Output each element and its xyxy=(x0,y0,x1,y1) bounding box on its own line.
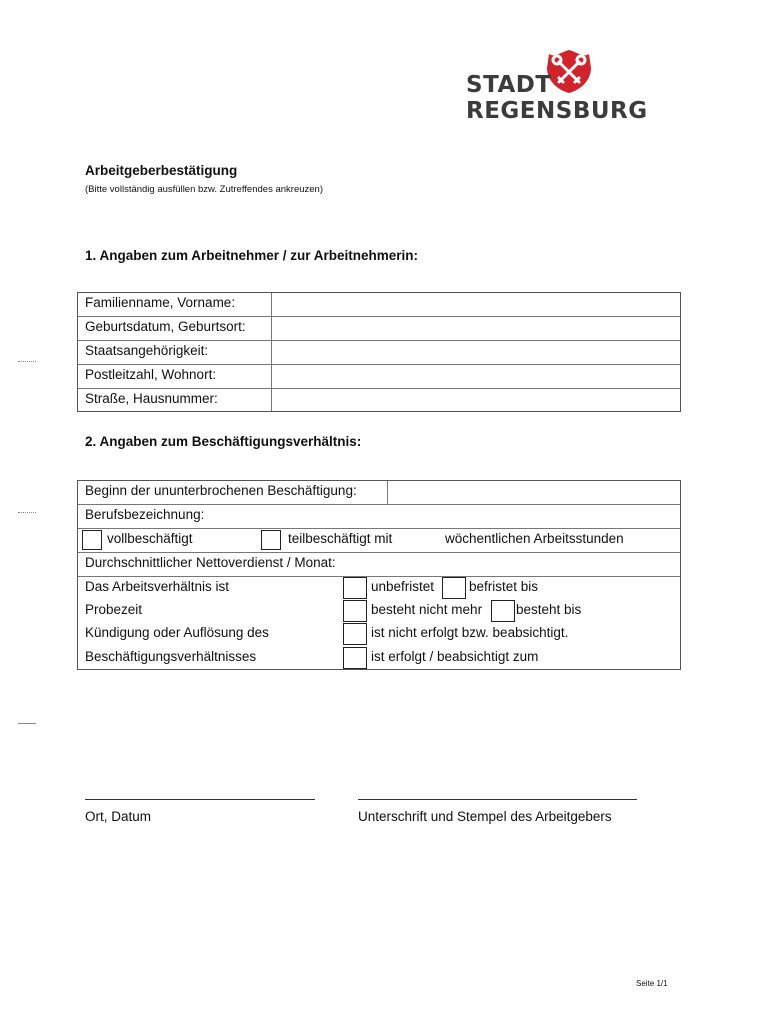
birth-field[interactable] xyxy=(273,317,679,340)
label-unterschrift: Unterschrift und Stempel des Arbeitgebers xyxy=(358,809,612,824)
label-probezeit: Probezeit xyxy=(85,602,143,617)
ort-datum-line[interactable] xyxy=(85,799,315,800)
probezeit-date-field[interactable] xyxy=(588,600,678,622)
netto-field[interactable] xyxy=(363,553,679,576)
margin-mark xyxy=(18,512,36,513)
kuendigung-nicht-erfolgt-checkbox[interactable] xyxy=(343,623,367,645)
page-subtitle: (Bitte vollständig ausfüllen bzw. Zutreffendes ankreuzen) xyxy=(85,184,323,195)
befristet-date-field[interactable] xyxy=(548,577,678,599)
label-besteht-nicht-mehr: besteht nicht mehr xyxy=(371,602,483,617)
label-nicht-erfolgt: ist nicht erfolgt bzw. beabsichtigt. xyxy=(371,625,569,640)
label-verhaeltnis: Das Arbeitsverhältnis ist xyxy=(85,579,230,594)
label-netto: Durchschnittlicher Nettoverdienst / Monat: xyxy=(85,555,336,570)
label-city: Postleitzahl, Wohnort: xyxy=(85,367,217,382)
margin-mark xyxy=(18,723,36,724)
label-nationality: Staatsangehörigkeit: xyxy=(85,343,209,358)
margin-mark xyxy=(18,361,36,362)
wochenstunden-field[interactable] xyxy=(403,529,443,551)
unbefristet-checkbox[interactable] xyxy=(343,577,367,599)
teilbeschaeftigt-checkbox[interactable] xyxy=(261,530,281,550)
crossed-keys-icon xyxy=(545,48,593,94)
vollbeschaeftigt-checkbox[interactable] xyxy=(82,530,102,550)
label-erfolgt: ist erfolgt / beabsichtigt zum xyxy=(371,649,539,664)
page-title: Arbeitgeberbestätigung xyxy=(85,163,238,178)
employment-table xyxy=(77,480,681,670)
city-field[interactable] xyxy=(273,365,679,388)
kuendigung-erfolgt-checkbox[interactable] xyxy=(343,647,367,669)
label-birth: Geburtsdatum, Geburtsort: xyxy=(85,319,246,334)
employee-table xyxy=(77,292,681,412)
label-beruf: Berufsbezeichnung: xyxy=(85,507,205,522)
label-besteht-bis: besteht bis xyxy=(516,602,582,617)
probezeit-besteht-bis-checkbox[interactable] xyxy=(491,600,515,622)
beruf-field[interactable] xyxy=(218,505,679,528)
logo-line2: REGENSBURG xyxy=(466,98,648,124)
label-befristet: befristet bis xyxy=(469,579,539,594)
kuendigung-date-field[interactable] xyxy=(553,647,678,669)
label-teilbeschaeftigt: teilbeschäftigt mit xyxy=(288,531,393,546)
beginn-field[interactable] xyxy=(389,481,679,504)
page-number: Seite 1/1 xyxy=(636,979,668,988)
name-field[interactable] xyxy=(273,293,679,316)
street-field[interactable] xyxy=(273,389,679,411)
label-beginn: Beginn der ununterbrochenen Beschäftigung: xyxy=(85,483,357,498)
befristet-checkbox[interactable] xyxy=(442,577,466,599)
signature-line[interactable] xyxy=(358,799,637,800)
label-unbefristet: unbefristet xyxy=(371,579,435,594)
logo-line1: STADT xyxy=(466,72,552,98)
label-kuendigung-2: Beschäftigungsverhältnisses xyxy=(85,649,257,664)
label-street: Straße, Hausnummer: xyxy=(85,391,218,406)
probezeit-nicht-mehr-checkbox[interactable] xyxy=(343,600,367,622)
label-kuendigung-1: Kündigung oder Auflösung des xyxy=(85,625,269,640)
nationality-field[interactable] xyxy=(273,341,679,364)
section1-heading: 1. Angaben zum Arbeitnehmer / zur Arbeitnehmerin: xyxy=(85,248,419,263)
label-vollbeschaeftigt: vollbeschäftigt xyxy=(107,531,193,546)
label-wochenstunden: wöchentlichen Arbeitsstunden xyxy=(445,531,624,546)
section2-heading: 2. Angaben zum Beschäftigungsverhältnis: xyxy=(85,434,362,449)
label-ort-datum: Ort, Datum xyxy=(85,809,152,824)
label-name: Familienname, Vorname: xyxy=(85,295,236,310)
